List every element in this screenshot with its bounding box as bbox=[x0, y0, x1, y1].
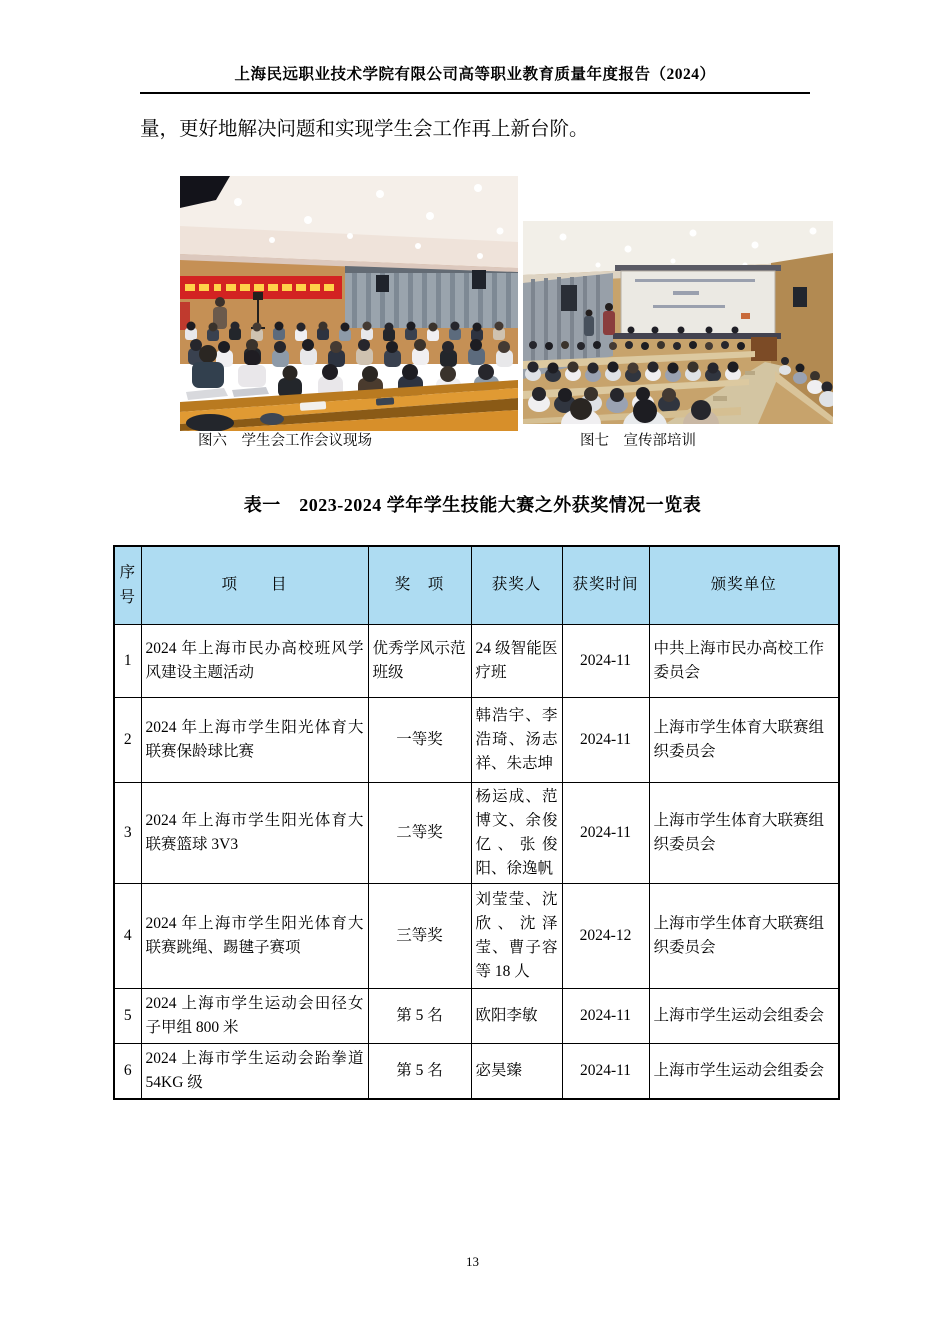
photo-publicity-training bbox=[523, 221, 833, 424]
table-row bbox=[114, 989, 839, 1044]
column-header: 项 目 bbox=[141, 546, 368, 625]
table-cell: 上海市学生体育大联赛组织委员会 bbox=[649, 783, 839, 884]
table-title: 表一 2023-2024 学年学生技能大赛之外获奖情况一览表 bbox=[243, 495, 702, 515]
table-row bbox=[114, 1044, 839, 1099]
header-title: 上海民远职业技术学院有限公司高等职业教育质量年度报告（2024） bbox=[234, 66, 716, 83]
paragraph-text: 量，更好地解决问题和实现学生会工作再上新台阶。 bbox=[140, 119, 589, 140]
column-header: 获奖时间 bbox=[562, 546, 649, 625]
table-cell: 2024 上海市学生运动会田径女子甲组 800 米 bbox=[141, 989, 368, 1044]
table-cell: 第 5 名 bbox=[368, 1044, 471, 1099]
table-cell: 一等奖 bbox=[368, 698, 471, 783]
table-cell: 宓昊臻 bbox=[471, 1044, 562, 1099]
table-cell: 2024 年上海市学生阳光体育大联赛篮球 3V3 bbox=[141, 783, 368, 884]
table-cell: 2024-11 bbox=[562, 625, 649, 698]
awards-table-body bbox=[114, 625, 839, 1099]
table-cell: 优秀学风示范班级 bbox=[368, 625, 471, 698]
lecture-hall-illustration bbox=[180, 176, 518, 431]
table-cell: 6 bbox=[114, 1044, 141, 1099]
table-cell: 24 级智能医疗班 bbox=[471, 625, 562, 698]
figure-caption-6: 图六 学生会工作会议现场 bbox=[198, 433, 372, 449]
document-header bbox=[140, 62, 810, 94]
table-cell: 2024-12 bbox=[562, 884, 649, 989]
table-cell: 第 5 名 bbox=[368, 989, 471, 1044]
table-cell: 1 bbox=[114, 625, 141, 698]
table-cell: 2024 上海市学生运动会跆拳道 54KG 级 bbox=[141, 1044, 368, 1099]
table-row bbox=[114, 625, 839, 698]
figure-caption-7: 图七 宣传部培训 bbox=[580, 433, 696, 449]
table-cell: 2024-11 bbox=[562, 989, 649, 1044]
table-cell: 2024 年上海市学生阳光体育大联赛跳绳、踢毽子赛项 bbox=[141, 884, 368, 989]
table-cell: 韩浩宇、李浩琦、汤志祥、朱志坤 bbox=[471, 698, 562, 783]
column-header: 奖 项 bbox=[368, 546, 471, 625]
table-row bbox=[114, 884, 839, 989]
table-cell: 上海市学生运动会组委会 bbox=[649, 1044, 839, 1099]
table-row bbox=[114, 698, 839, 783]
table-cell: 2024-11 bbox=[562, 698, 649, 783]
auditorium-illustration bbox=[523, 221, 833, 424]
table-cell: 三等奖 bbox=[368, 884, 471, 989]
table-cell: 2024-11 bbox=[562, 783, 649, 884]
table-cell: 二等奖 bbox=[368, 783, 471, 884]
table-cell: 上海市学生体育大联赛组织委员会 bbox=[649, 698, 839, 783]
table-cell: 3 bbox=[114, 783, 141, 884]
table-cell: 杨运成、范博文、余俊亿、张俊阳、徐逸帆 bbox=[471, 783, 562, 884]
column-header: 获奖人 bbox=[471, 546, 562, 625]
table-cell: 上海市学生体育大联赛组织委员会 bbox=[649, 884, 839, 989]
table-row bbox=[114, 783, 839, 884]
photo-student-union-meeting bbox=[180, 176, 518, 431]
table-cell: 2 bbox=[114, 698, 141, 783]
table-cell: 5 bbox=[114, 989, 141, 1044]
table-cell: 4 bbox=[114, 884, 141, 989]
column-header: 颁奖单位 bbox=[649, 546, 839, 625]
table-cell: 2024-11 bbox=[562, 1044, 649, 1099]
table-cell: 2024 年上海市民办高校班风学风建设主题活动 bbox=[141, 625, 368, 698]
table-cell: 中共上海市民办高校工作委员会 bbox=[649, 625, 839, 698]
table-cell: 2024 年上海市学生阳光体育大联赛保龄球比赛 bbox=[141, 698, 368, 783]
column-header: 序号 bbox=[114, 546, 141, 625]
table-cell: 上海市学生运动会组委会 bbox=[649, 989, 839, 1044]
table-cell: 刘莹莹、沈欣、沈泽莹、曹子容等 18 人 bbox=[471, 884, 562, 989]
page-number: 13 bbox=[466, 1254, 479, 1269]
awards-table bbox=[113, 545, 840, 1100]
table-cell: 欧阳李敏 bbox=[471, 989, 562, 1044]
table-header-row bbox=[114, 546, 839, 625]
